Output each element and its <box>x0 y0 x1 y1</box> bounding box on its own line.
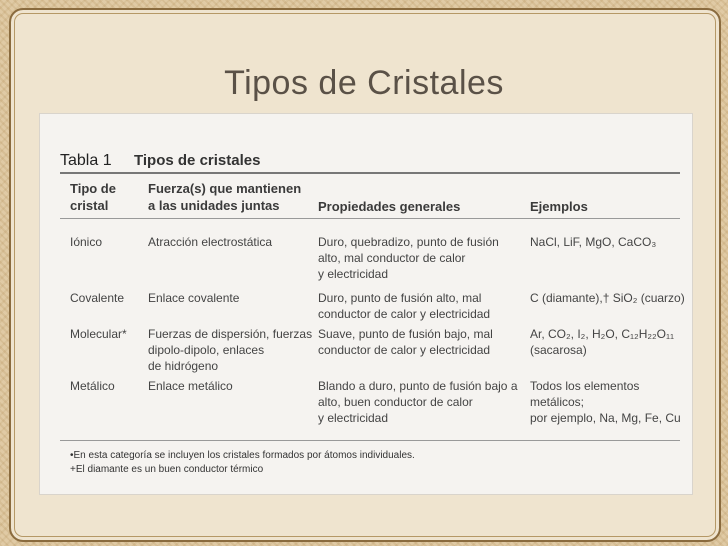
table-header-rule <box>60 218 680 219</box>
row-covalent-properties: Duro, punto de fusión alto, mal conductor de calor y electricidad <box>318 291 491 321</box>
header-properties: Propiedades generales <box>318 199 461 214</box>
header-examples: Ejemplos <box>530 199 588 214</box>
row-ionic-properties: Duro, quebradizo, punto de fusión alto, mal conductor de calor y electricidad <box>318 235 499 281</box>
header-forces: Fuerza(s) que mantienen a las unidades juntas <box>148 181 302 213</box>
row-molecular-examples: Ar, CO₂, I₂, H₂O, C₁₂H₂₂O₁₁ (sacarosa) <box>530 327 675 357</box>
row-molecular-forces: Fuerzas de dispersión, fuerzas dipolo-dipolo, enlaces de hidrógeno <box>148 327 313 373</box>
footnote-molecular: •En esta categoría se incluyen los cristales formados por átomos individuales. <box>70 450 415 461</box>
row-molecular-type: Molecular* <box>70 327 127 341</box>
row-ionic-examples: NaCl, LiF, MgO, CaCO₃ <box>530 235 657 249</box>
row-ionic-forces: Atracción electrostática <box>148 235 273 249</box>
row-covalent-examples: C (diamante),† SiO₂ (cuarzo) <box>530 291 685 305</box>
table-bottom-rule <box>60 440 680 441</box>
crystal-types-table <box>40 114 692 494</box>
table-label: Tabla 1 <box>60 152 112 169</box>
row-metallic-properties: Blando a duro, punto de fusión bajo a alto, buen conductor de calor y electricidad <box>318 379 518 425</box>
row-covalent-forces: Enlace covalente <box>148 291 240 305</box>
row-metallic-examples: Todos los elementos metálicos; por ejemplo, Na, Mg, Fe, Cu <box>530 379 681 425</box>
row-covalent-type: Covalente <box>70 291 125 305</box>
row-ionic-type: Iónico <box>70 235 103 249</box>
row-metallic-type: Metálico <box>70 379 115 393</box>
row-metallic-forces: Enlace metálico <box>148 379 233 393</box>
footnote-diamond: +El diamante es un buen conductor térmico <box>70 464 264 475</box>
slide-title: Tipos de Cristales <box>224 64 504 102</box>
row-molecular-properties: Suave, punto de fusión bajo, mal conductor de calor y electricidad <box>318 327 493 357</box>
table-title: Tipos de cristales <box>134 152 261 169</box>
header-type: Tipo de cristal <box>70 181 116 213</box>
table-top-rule <box>60 172 680 174</box>
